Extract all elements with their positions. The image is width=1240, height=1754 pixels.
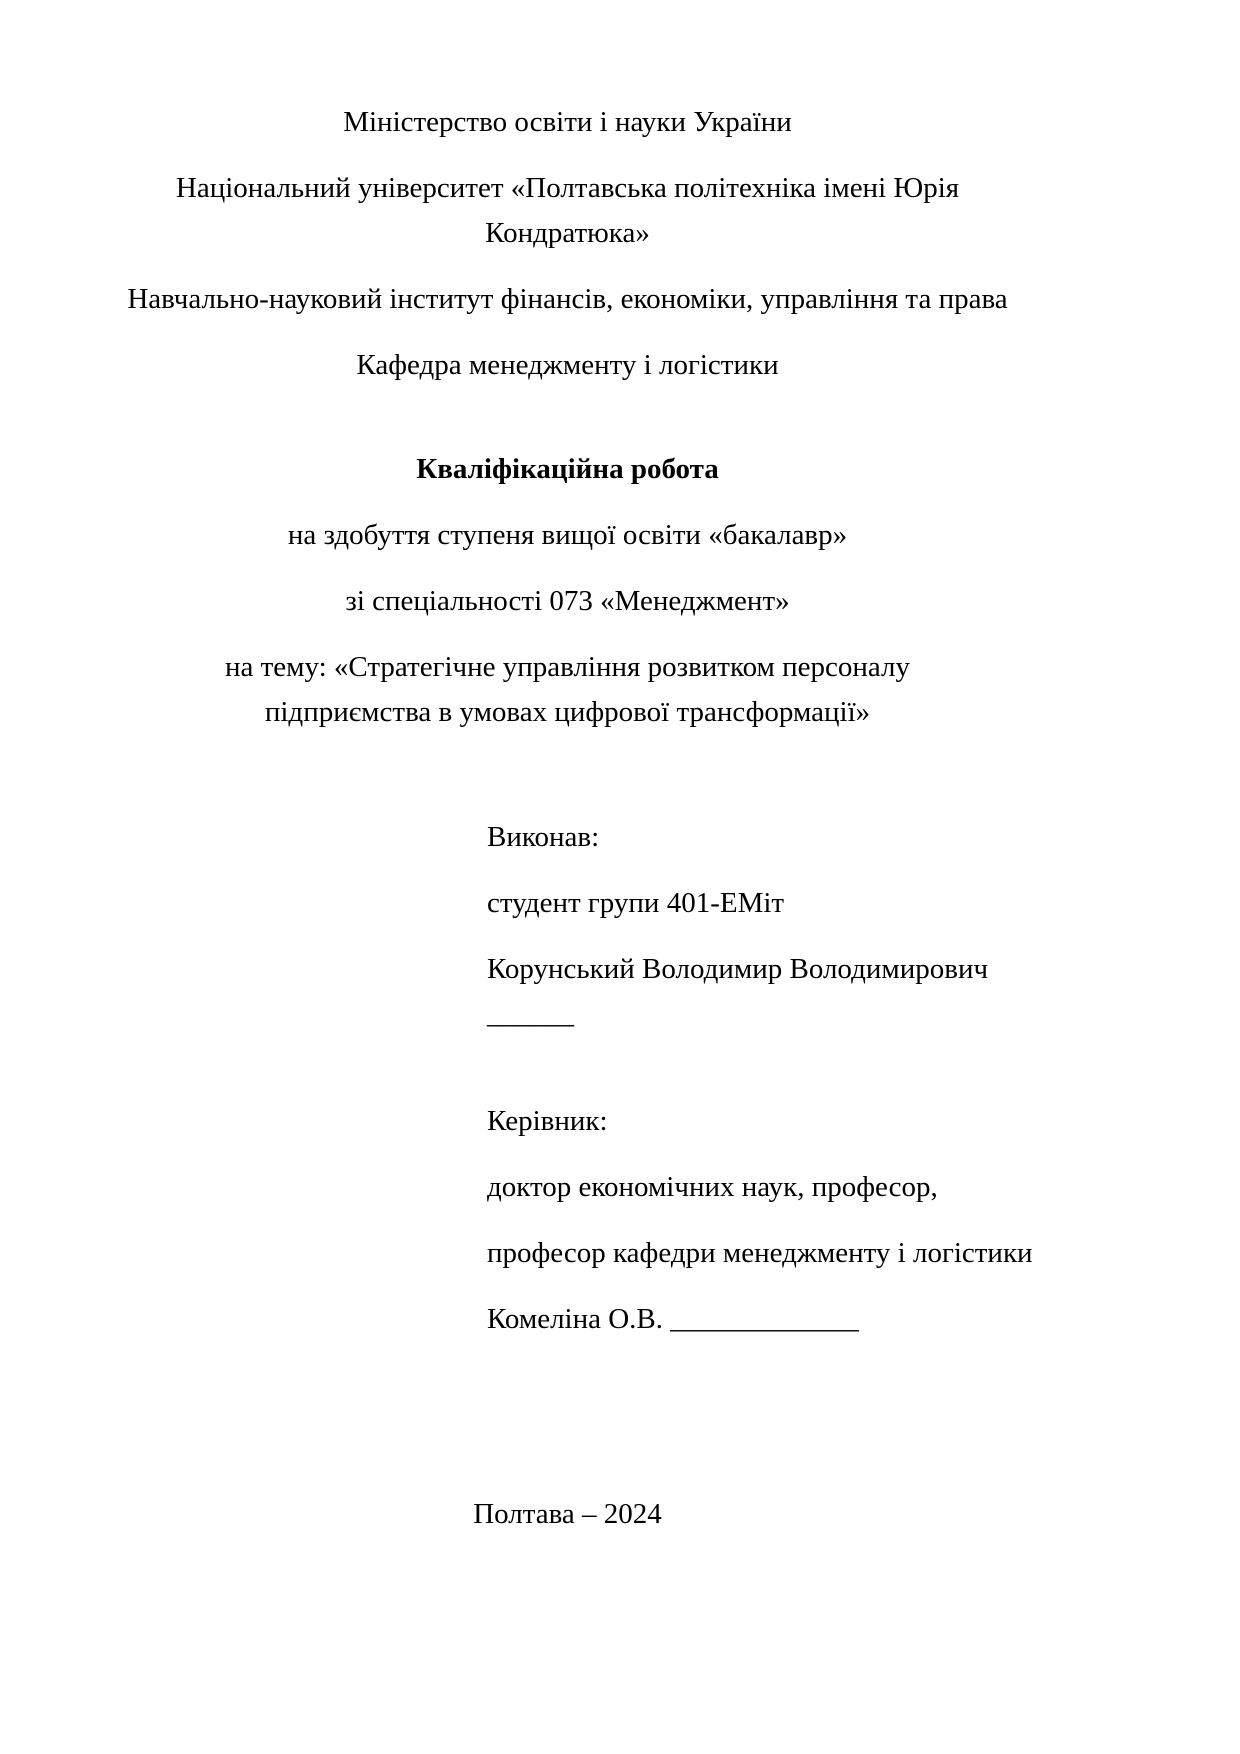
institute-line: Навчально-науковий інститут фінансів, економіки, управління та права bbox=[127, 283, 1008, 315]
topic-line: на тему: «Стратегічне управління розвитком персоналу підприємства в умовах цифрової трансформації» bbox=[224, 651, 911, 728]
work-type-title: Кваліфікаційна робота bbox=[416, 453, 719, 485]
supervisor-degree: доктор економічних наук, професор, bbox=[487, 1171, 938, 1203]
university-line: Національний університет «Полтавська політехніка імені Юрія Кондратюка» bbox=[175, 172, 960, 249]
executor-block bbox=[487, 815, 1035, 1037]
title-block bbox=[100, 447, 1035, 735]
degree-line: на здобуття ступеня вищої освіти «бакалавр» bbox=[287, 519, 848, 551]
supervisor-position: професор кафедри менеджменту і логістики bbox=[487, 1237, 1033, 1269]
footer-block bbox=[100, 1492, 1035, 1537]
supervisor-name: Комеліна О.В. _____________ bbox=[487, 1303, 859, 1335]
header-block bbox=[100, 100, 1035, 388]
city-year-line: Полтава – 2024 bbox=[473, 1498, 662, 1530]
supervisor-label: Керівник: bbox=[487, 1105, 608, 1137]
executor-group: студент групи 401-ЕМіт bbox=[487, 887, 785, 919]
ministry-line: Міністерство освіти і науки України bbox=[343, 106, 792, 138]
department-line: Кафедра менеджменту і логістики bbox=[356, 349, 779, 381]
executor-label: Виконав: bbox=[487, 821, 600, 853]
specialty-line: зі спеціальності 073 «Менеджмент» bbox=[345, 585, 790, 617]
supervisor-block bbox=[487, 1099, 1035, 1342]
executor-name: Корунський Володимир Володимирович ______ bbox=[487, 953, 989, 1030]
